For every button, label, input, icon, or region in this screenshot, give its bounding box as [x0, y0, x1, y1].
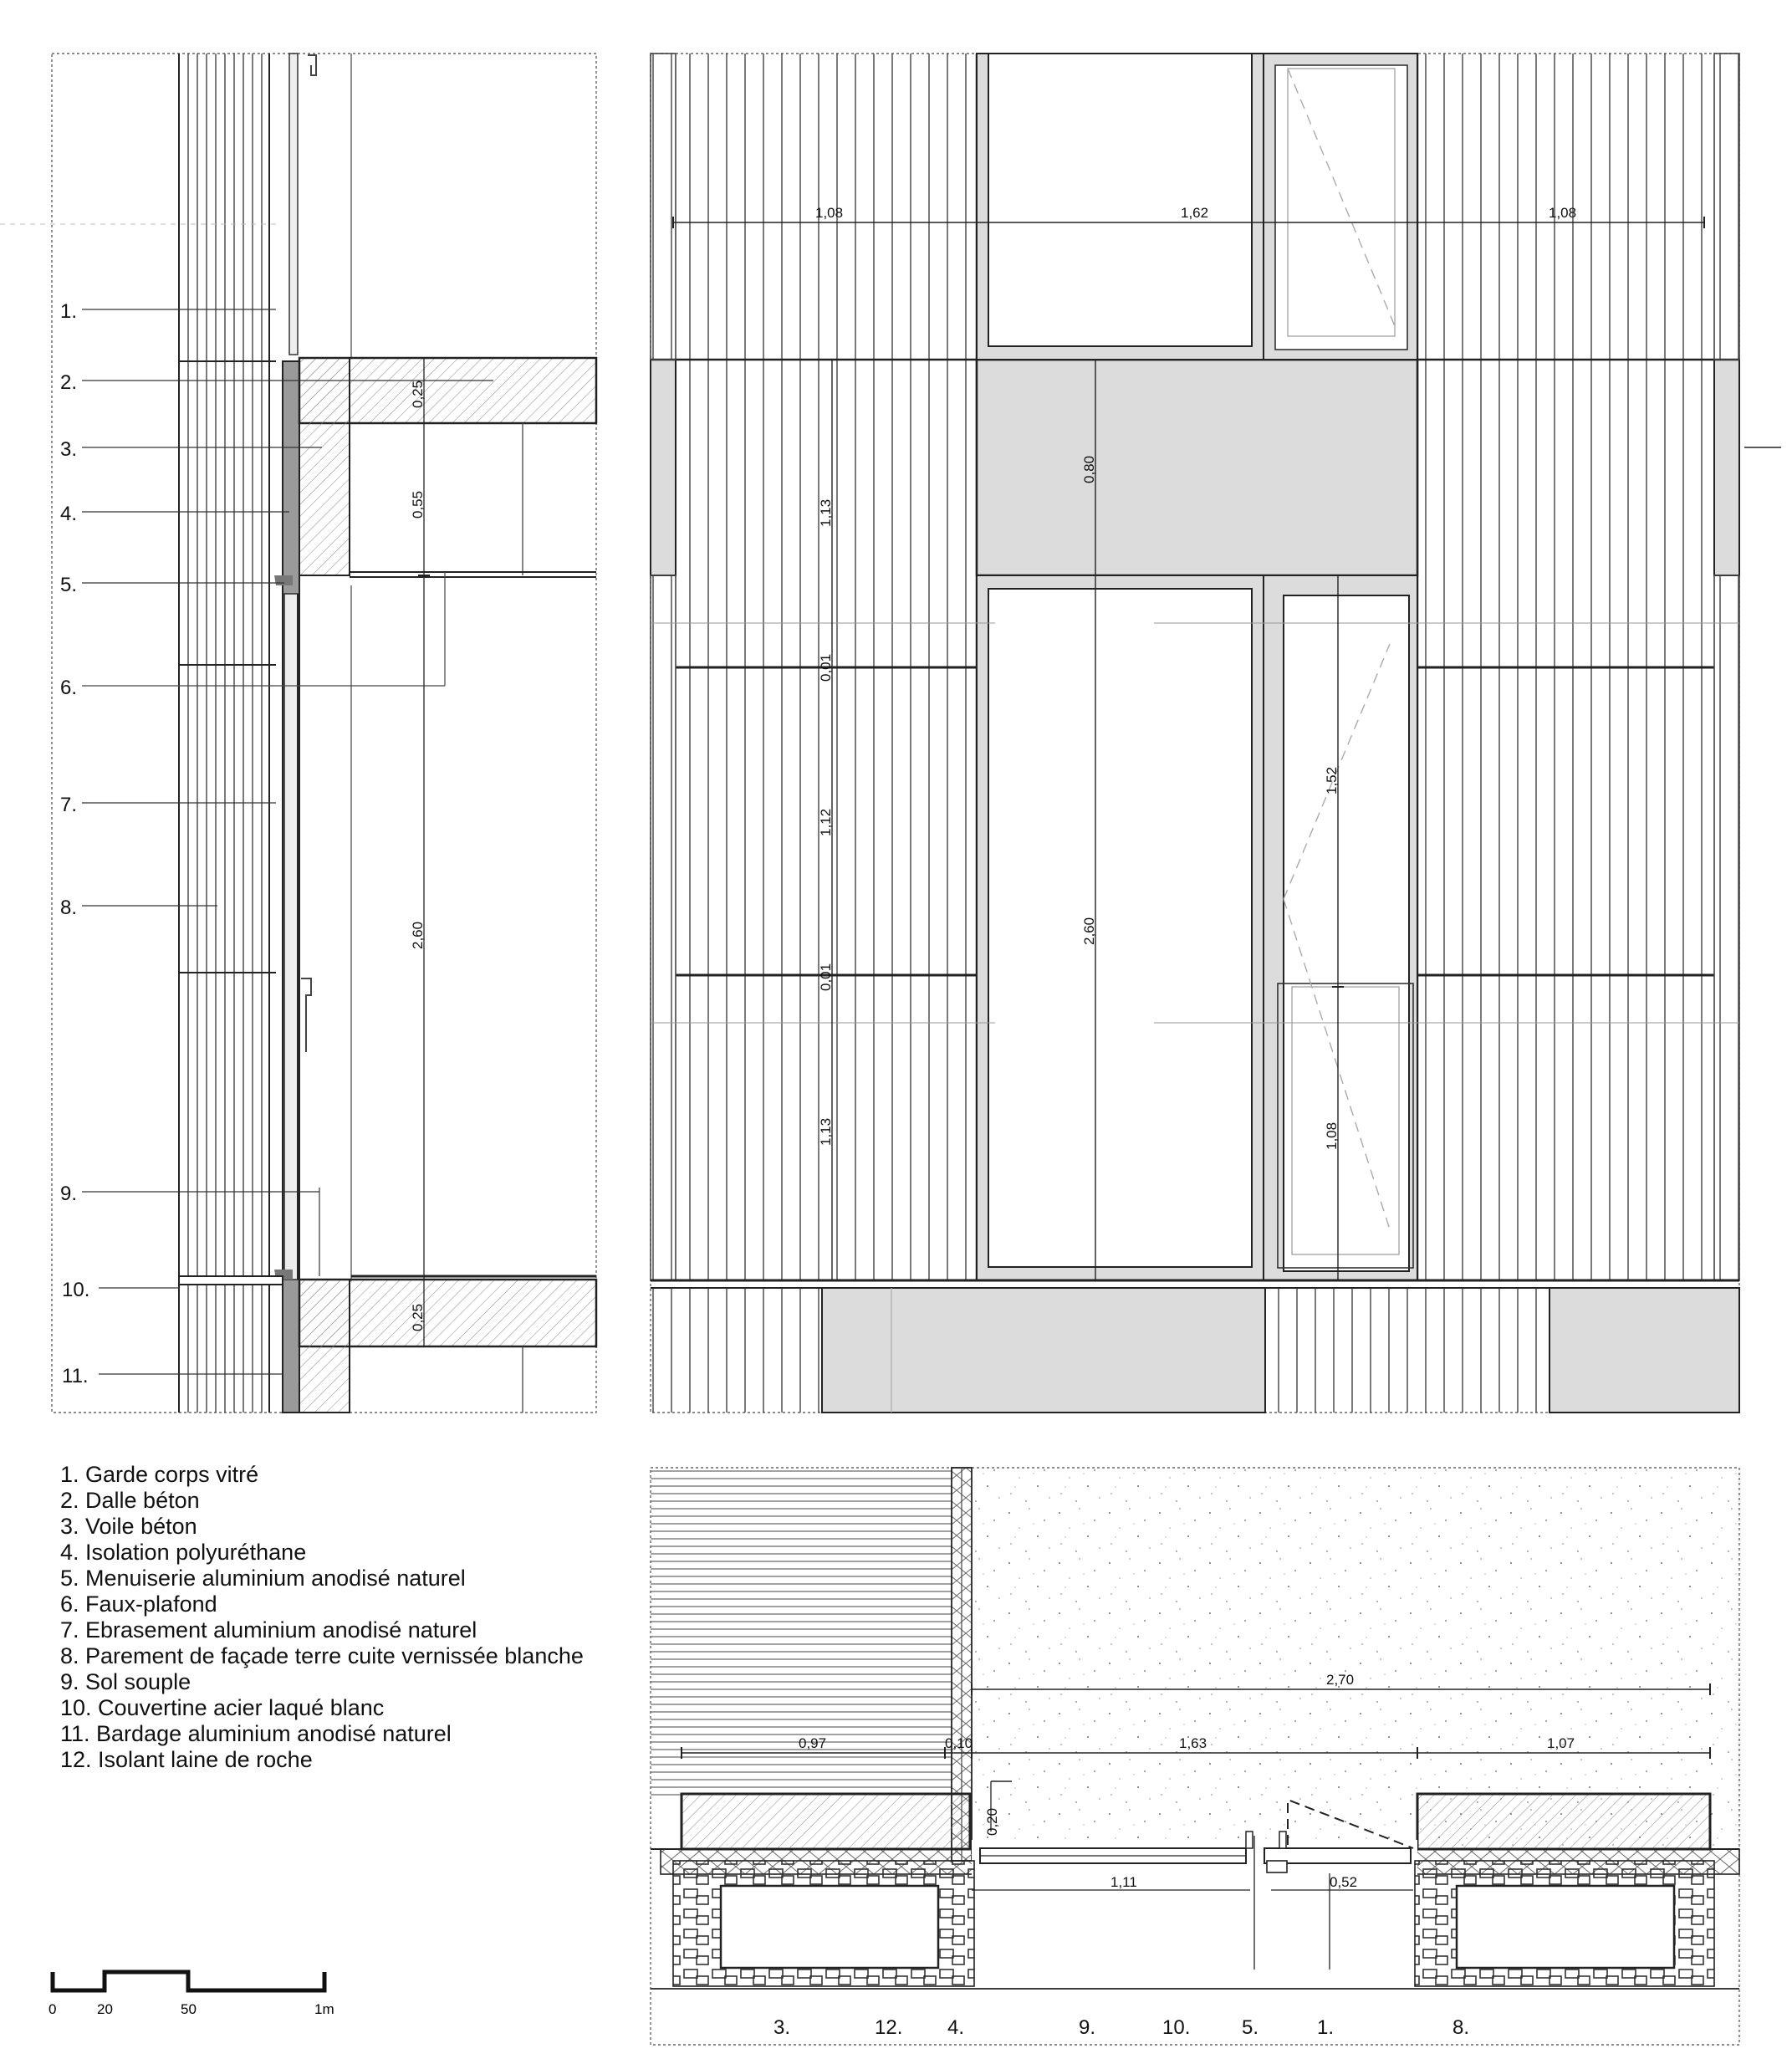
scale-label: 50	[181, 2001, 197, 2017]
dim-door-height: 2,60	[1081, 917, 1097, 945]
plan-floor	[972, 1468, 1739, 1848]
dim-panel-top: 1,13	[818, 498, 834, 527]
section-callout: 8.	[60, 897, 78, 919]
legend-item: 6. Faux-plafond	[60, 1591, 217, 1617]
plan-callout: 8.	[1452, 2016, 1470, 2039]
dim-opening: 1,63	[1179, 1735, 1207, 1751]
legend-item: 12. Isolant laine de roche	[60, 1747, 313, 1772]
scale-label: 0	[49, 2001, 57, 2017]
section-callout: 5.	[60, 574, 78, 596]
section-callout: 9.	[60, 1183, 78, 1205]
spandrel-band	[651, 360, 676, 575]
plan-wall-right	[1417, 1794, 1710, 1849]
dim-joint-b: 0,01	[818, 963, 834, 991]
dim-panel-mid: 1,12	[818, 808, 834, 836]
legend-item: 3. Voile béton	[60, 1514, 197, 1539]
dim-door-leaf: 1,11	[1110, 1874, 1137, 1890]
legend-item: 5. Menuiserie aluminium anodisé naturel	[60, 1566, 466, 1591]
dim-total: 2,70	[1326, 1672, 1355, 1688]
section-callout: 3.	[60, 438, 78, 461]
legend-item: 1. Garde corps vitré	[60, 1462, 259, 1487]
plan-callout: 12.	[875, 2016, 903, 2039]
section-callout: 6.	[60, 677, 78, 699]
dim-joint-a: 0,01	[818, 653, 834, 682]
dim-panel-bottom: 1,13	[818, 1117, 834, 1146]
dim-slab-bottom: 0,25	[410, 1303, 426, 1331]
plan-wall-left	[682, 1794, 970, 1849]
section-callout: 11.	[62, 1365, 89, 1387]
section-callout: 7.	[60, 794, 78, 816]
plan-callout: 10.	[1162, 2016, 1191, 2039]
plan-callout: 1.	[1317, 2016, 1335, 2039]
legend-item: 9. Sol souple	[60, 1669, 191, 1694]
scale-label: 1m	[314, 2001, 334, 2017]
side-window	[1284, 595, 1409, 1271]
section-panel	[0, 54, 596, 1413]
plan-callout: 3.	[773, 2016, 791, 2039]
section-callout: 2.	[60, 371, 78, 394]
plan-callout: 5.	[1242, 2016, 1259, 2039]
plan-callout: 9.	[1079, 2016, 1096, 2039]
legend-item: 2. Dalle béton	[60, 1488, 200, 1513]
elevation-panel	[651, 54, 1781, 1413]
coping	[179, 1276, 283, 1285]
legend	[60, 1462, 629, 1773]
plan-panel	[651, 1468, 1739, 2045]
section-callout: 1.	[60, 300, 78, 323]
dim-left: 0,97	[799, 1735, 827, 1751]
plan-callout: 4.	[947, 2016, 965, 2039]
section-callout: 10.	[62, 1279, 90, 1301]
dim-window-top: 1,52	[1324, 766, 1340, 794]
glass-guardrail	[289, 54, 298, 355]
section-callout: 4.	[60, 503, 78, 525]
scale-bar	[49, 1964, 350, 2039]
scale-label: 20	[97, 2001, 113, 2017]
base-cladding	[651, 1288, 822, 1413]
dim-left-bay: 1,08	[815, 205, 844, 221]
dim-sill: 0,20	[984, 1807, 1000, 1836]
legend-item: 7. Ebrasement aluminium anodisé naturel	[60, 1617, 477, 1643]
dim-right-bay: 1,08	[1549, 205, 1577, 221]
legend-item: 8. Parement de façade terre cuite vernissée blanche	[60, 1643, 584, 1668]
dim-height: 2,60	[410, 921, 426, 949]
facade-cladding	[179, 54, 269, 1413]
dim-slab-top: 0,25	[410, 380, 426, 408]
dim-side-leaf: 0,52	[1330, 1874, 1358, 1890]
dim-right: 1,07	[1547, 1735, 1575, 1751]
window-reveal	[284, 594, 298, 1280]
legend-item: 10. Couvertine acier laqué blanc	[60, 1695, 385, 1720]
dim-wall: 0,10	[945, 1735, 973, 1751]
dim-window-bottom: 1,08	[1324, 1121, 1340, 1150]
legend-item: 11. Bardage aluminium anodisé naturel	[60, 1721, 452, 1746]
dim-center-bay: 1,62	[1181, 205, 1209, 221]
dim-spandrel: 0,80	[1081, 455, 1097, 483]
legend-item: 4. Isolation polyuréthane	[60, 1540, 307, 1565]
dim-beam: 0,55	[410, 490, 426, 519]
